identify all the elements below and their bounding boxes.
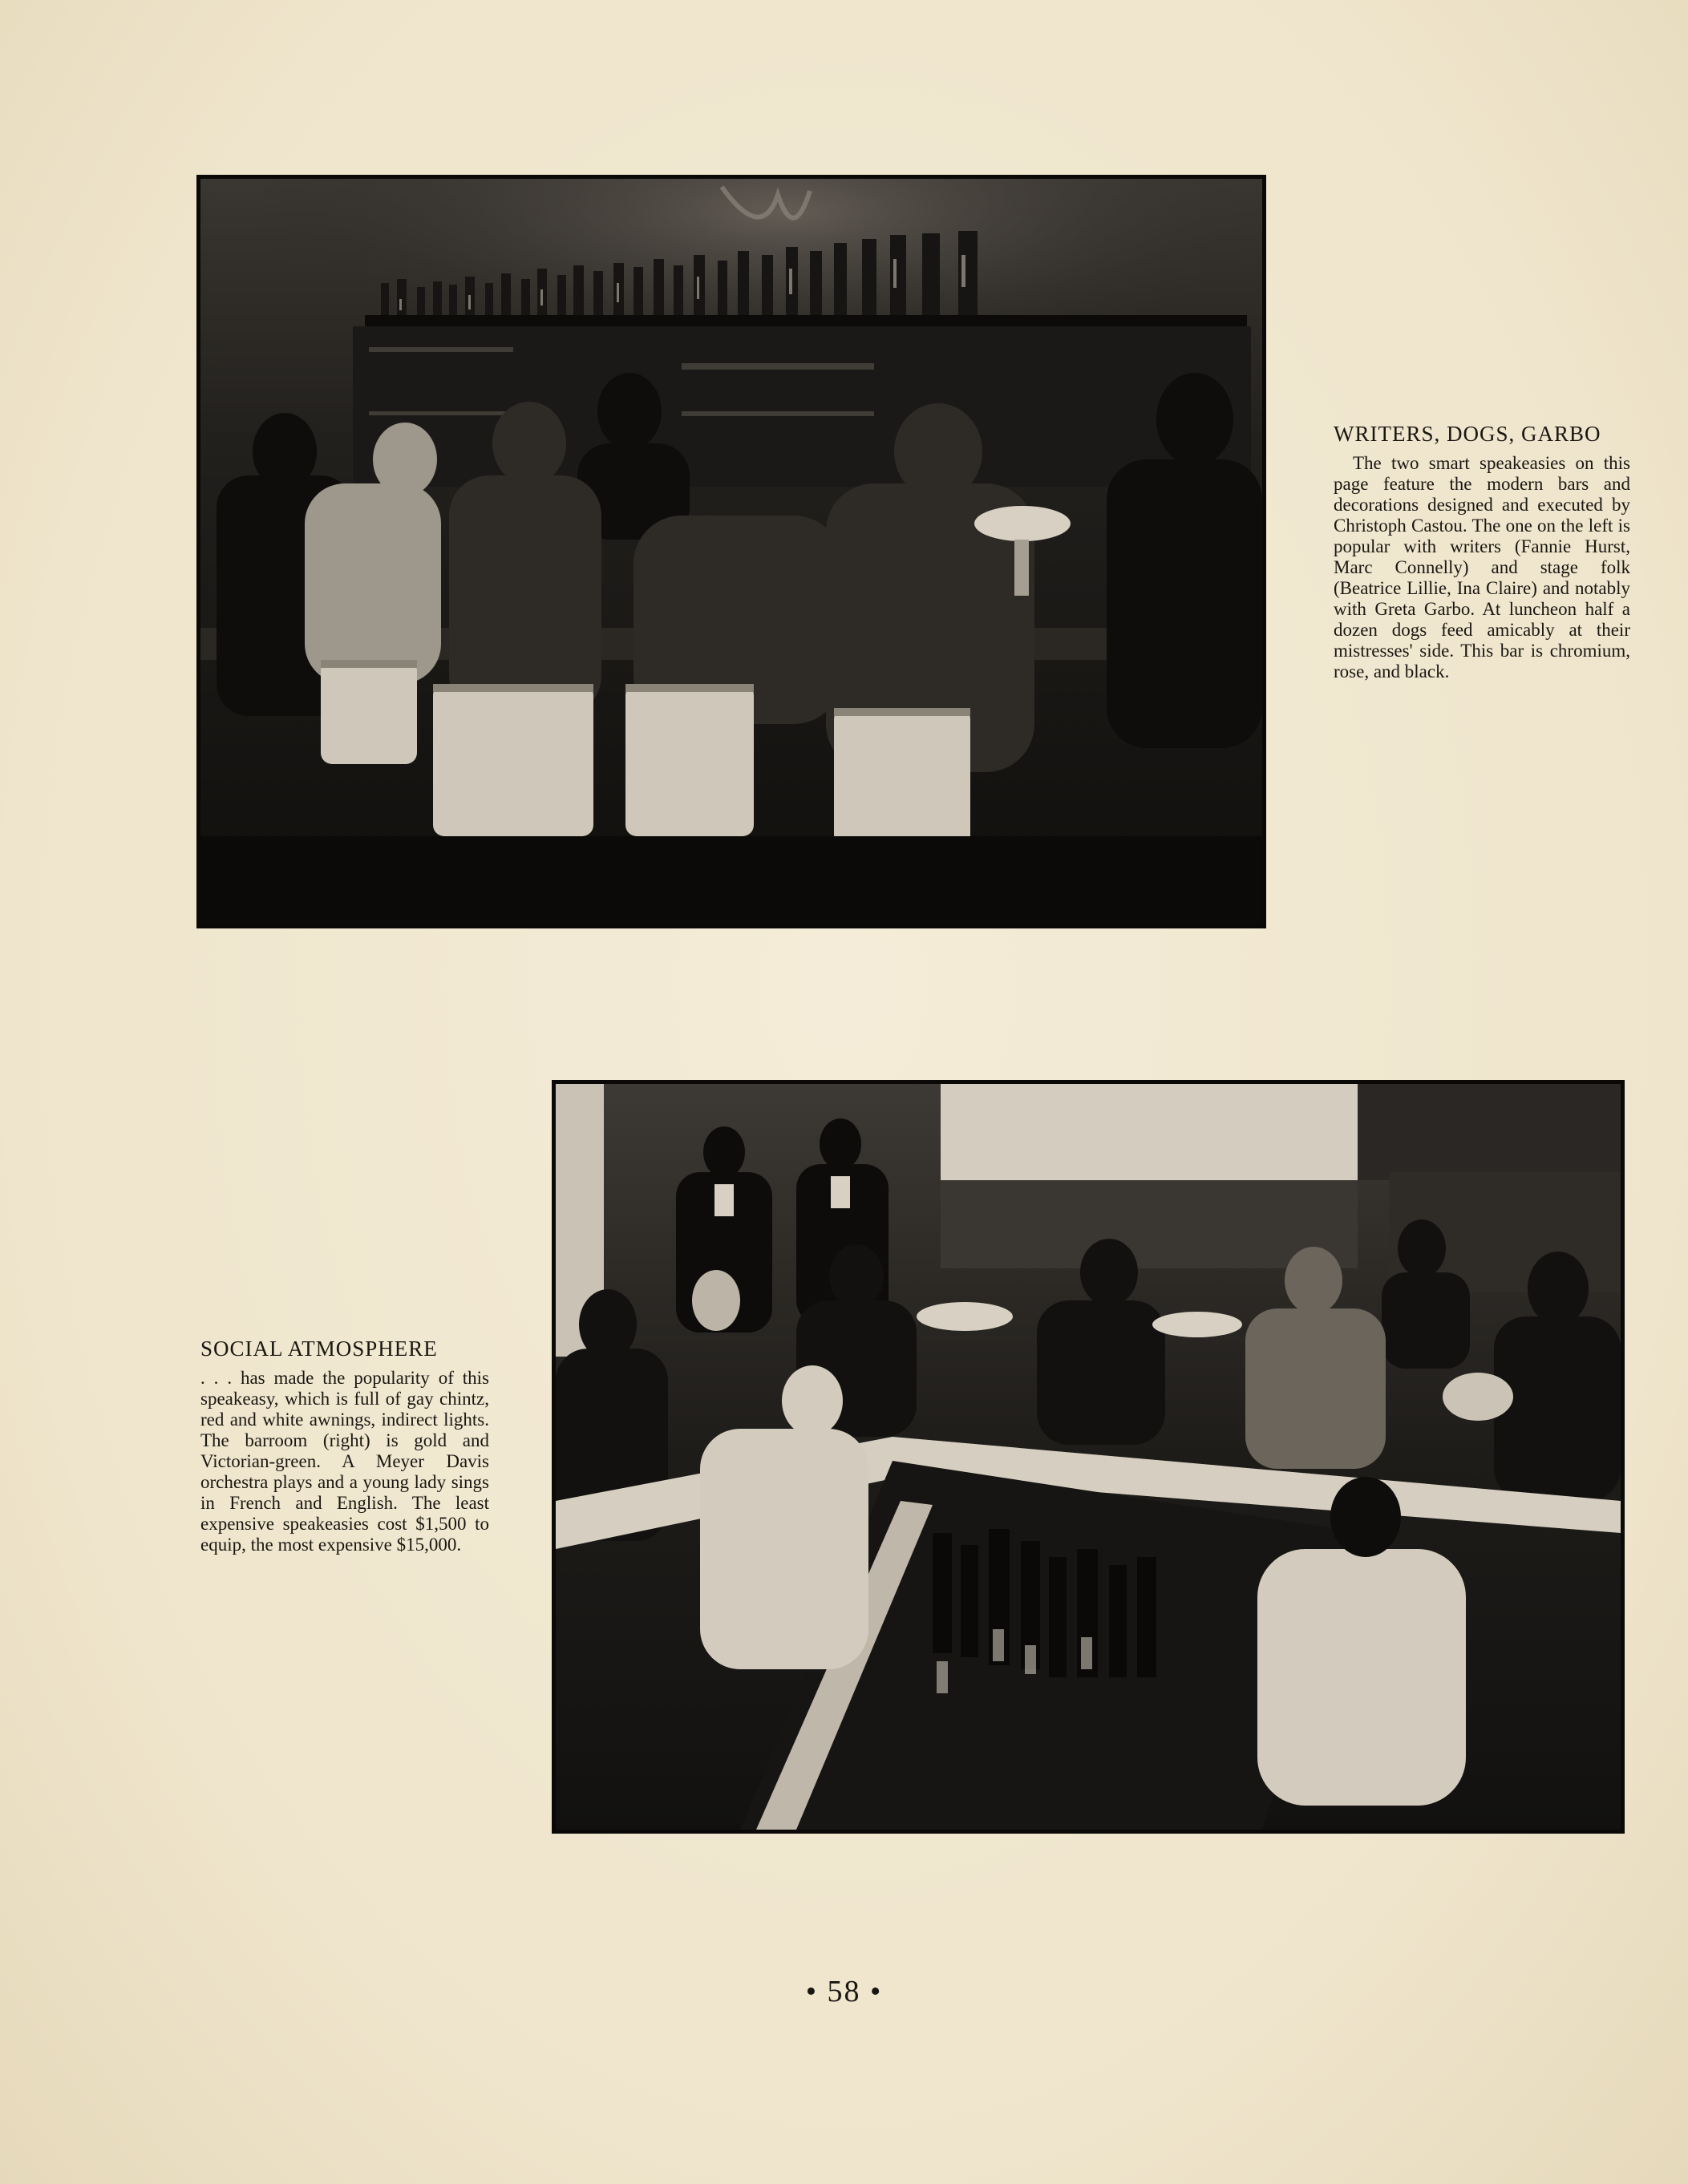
caption-heading: WRITERS, DOGS, GARBO <box>1334 422 1601 446</box>
caption-social-atmosphere <box>200 1337 489 1555</box>
caption-body: . . . has made the popularity of this speakeasy, which is full of gay chintz, red and white awnings, indirect lights. The barroom (right) is gold and Victorian-green. A Meyer Davis orchestra plays and a young lady sings in French and English. The least expensive speakeasies cost $1,500 to equip, the most expensive $15,000. <box>200 1367 489 1555</box>
caption-body: The two smart speakeasies on this page feature the modern bars and decorations designed and executed by Christoph Castou. The one on the left is popular with writers (Fannie Hurst, Marc Connelly) and stage folk (Beatrice Lillie, Ina Claire) and notably with Greta Garbo. At luncheon half a dozen dogs feed amicably at their mistresses' side. This bar is chromium, rose, and black. <box>1334 452 1630 681</box>
page-number: • 58 • <box>805 1975 883 2008</box>
speakeasy-bar-photo <box>196 175 1266 928</box>
speakeasy-bar-photo-icon <box>200 179 1262 924</box>
caption-writers-dogs-garbo <box>1334 423 1630 682</box>
caption-heading: SOCIAL ATMOSPHERE <box>200 1337 438 1361</box>
speakeasy-barroom-photo <box>552 1080 1625 1834</box>
speakeasy-barroom-photo-icon <box>556 1084 1621 1830</box>
